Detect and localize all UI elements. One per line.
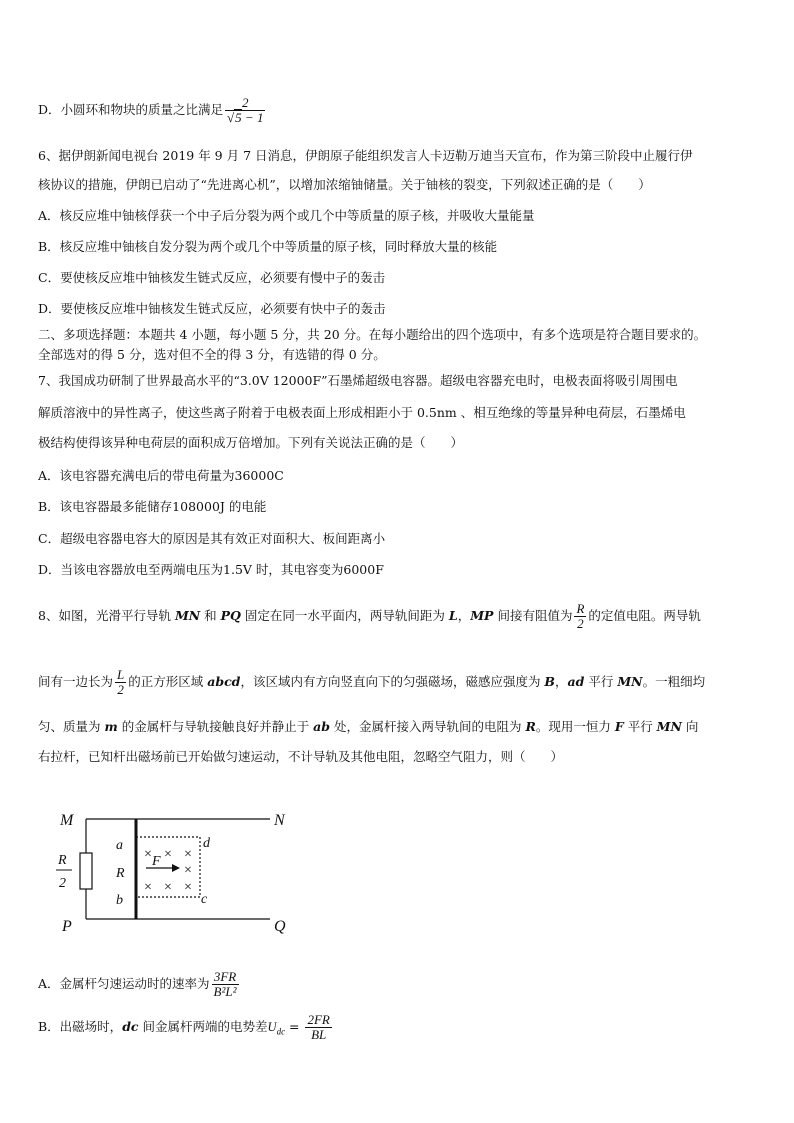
- label-R: R: [116, 866, 125, 881]
- label-R-den: 2: [59, 876, 66, 891]
- q8-option-b: B．出磁场时，dc 间金属杆两端的电势差$U_{dc}$ = $\frac{2FR}{BL}$: [38, 1012, 330, 1042]
- label-N: N: [274, 812, 285, 829]
- label-a: a: [116, 838, 123, 853]
- q6-stem-line2: 核协议的措施，伊朗已启动了“先进离心机”，以增加浓缩铀储量。关于铀核的裂变，下列叙述正确的是（ ）: [38, 177, 651, 192]
- q8-option-b-fraction: $\frac{2FR}{BL}$: [307, 1012, 330, 1042]
- label-P: P: [62, 918, 72, 935]
- label-Q: Q: [274, 918, 286, 935]
- label-c: c: [201, 892, 208, 907]
- q8-option-a-fraction: $\frac{3FR}{\text{B²L²}}$: [213, 969, 237, 999]
- field-cross: ×: [164, 847, 172, 862]
- q7-stem-line1: 7、我国成功研制了世界最高水平的“3.0V 12000F”石墨烯超级电容器。超级电容器充电时，电极表面将吸引周围电: [38, 373, 678, 388]
- label-F: F: [152, 854, 161, 869]
- q8-side-fraction: $\frac{L}{2}$: [117, 667, 125, 697]
- q6-option-d: D．要使核反应堆中铀核发生链式反应，必须要有快中子的轰击: [38, 301, 386, 316]
- field-cross: ×: [144, 847, 152, 862]
- q8-resistor-fraction: $\frac{R}{2}$: [576, 601, 585, 631]
- q8-circuit-figure: [48, 805, 298, 940]
- field-cross: ×: [184, 880, 192, 895]
- q7-option-c: C．超级电容器电容大的原因是其有效正对面积大、板间距离小: [38, 531, 386, 546]
- q7-option-a: A．该电容器充满电后的带电荷量为36000C: [38, 468, 284, 483]
- q5d-fraction: $\frac{2}{√5 - 1}$: [227, 95, 264, 125]
- label-b: b: [116, 893, 123, 908]
- label-M: M: [60, 812, 74, 829]
- q6-option-c: C．要使核反应堆中铀核发生链式反应，必须要有慢中子的轰击: [38, 270, 386, 285]
- q8-stem-line3: 匀、质量为 m 的金属杆与导轨接触良好并静止于 ab 处，金属杆接入两导轨间的电阻为 R。现用一恒力 F 平行 MN 向: [38, 719, 699, 734]
- field-cross: ×: [184, 863, 192, 878]
- q7-stem-line3: 极结构使得该异种电荷层的面积成万倍增加。下列有关说法正确的是（ ）: [38, 435, 464, 450]
- q7-stem-line2: 解质溶液中的异性离子，使这些离子附着于电极表面上形成相距小于 0.5nm 、相互绝缘的等量异种电荷层，石墨烯电: [38, 405, 686, 420]
- q7-option-d: D．当该电容器放电至两端电压为1.5V 时，其电容变为6000F: [38, 562, 384, 577]
- q8-stem-line2: 间有一边长为 $\frac{L}{2}$ 的正方形区域 abcd，该区域内有方向竖直向下的匀强磁场，磁感应强度为 B，ad 平行 MN。一粗细均: [38, 667, 706, 697]
- label-R-num: R: [58, 853, 67, 868]
- section2-line1: 二、多项选择题：本题共 4 小题，每小题 5 分，共 20 分。在每小题给出的四个选项中，有多个选项是符合题目要求的。: [38, 327, 707, 342]
- q7-option-b: B．该电容器最多能储存108000J 的电能: [38, 499, 267, 514]
- field-cross: ×: [164, 880, 172, 895]
- field-cross: ×: [184, 847, 192, 862]
- q6-option-a: A．核反应堆中铀核俘获一个中子后分裂为两个或几个中等质量的原子核，并吸收大量能量: [38, 208, 535, 223]
- q8-stem-line4: 右拉杆，已知杆出磁场前已开始做匀速运动，不计导轨及其他电阻，忽略空气阻力，则（ ）: [38, 749, 564, 764]
- q5-option-d: D．小圆环和物块的质量之比满足 $\frac{2}{√5 - 1}$: [38, 95, 264, 125]
- label-d: d: [203, 836, 210, 851]
- q6-option-b: B．核反应堆中铀核自发分裂为两个或几个中等质量的原子核，同时释放大量的核能: [38, 239, 498, 254]
- q8-stem-line1: 8、如图，光滑平行导轨 MN 和 PQ 固定在同一水平面内，两导轨间距为 L，MP 间接有阻值为 $\frac{R}{2}$ 的定值电阻。两导轨: [38, 601, 701, 631]
- section2-line2: 全部选对的得 5 分，选对但不全的得 3 分，有选错的得 0 分。: [38, 347, 386, 362]
- q8-option-a: A．金属杆匀速运动时的速率为 $\frac{3FR}{\text{B²L²}}$: [38, 969, 237, 999]
- field-cross: ×: [144, 880, 152, 895]
- q6-stem-line1: 6、据伊朗新闻电视台 2019 年 9 月 7 日消息，伊朗原子能组织发言人卡迈勒万迪当天宣布，作为第三阶段中止履行伊: [38, 148, 693, 163]
